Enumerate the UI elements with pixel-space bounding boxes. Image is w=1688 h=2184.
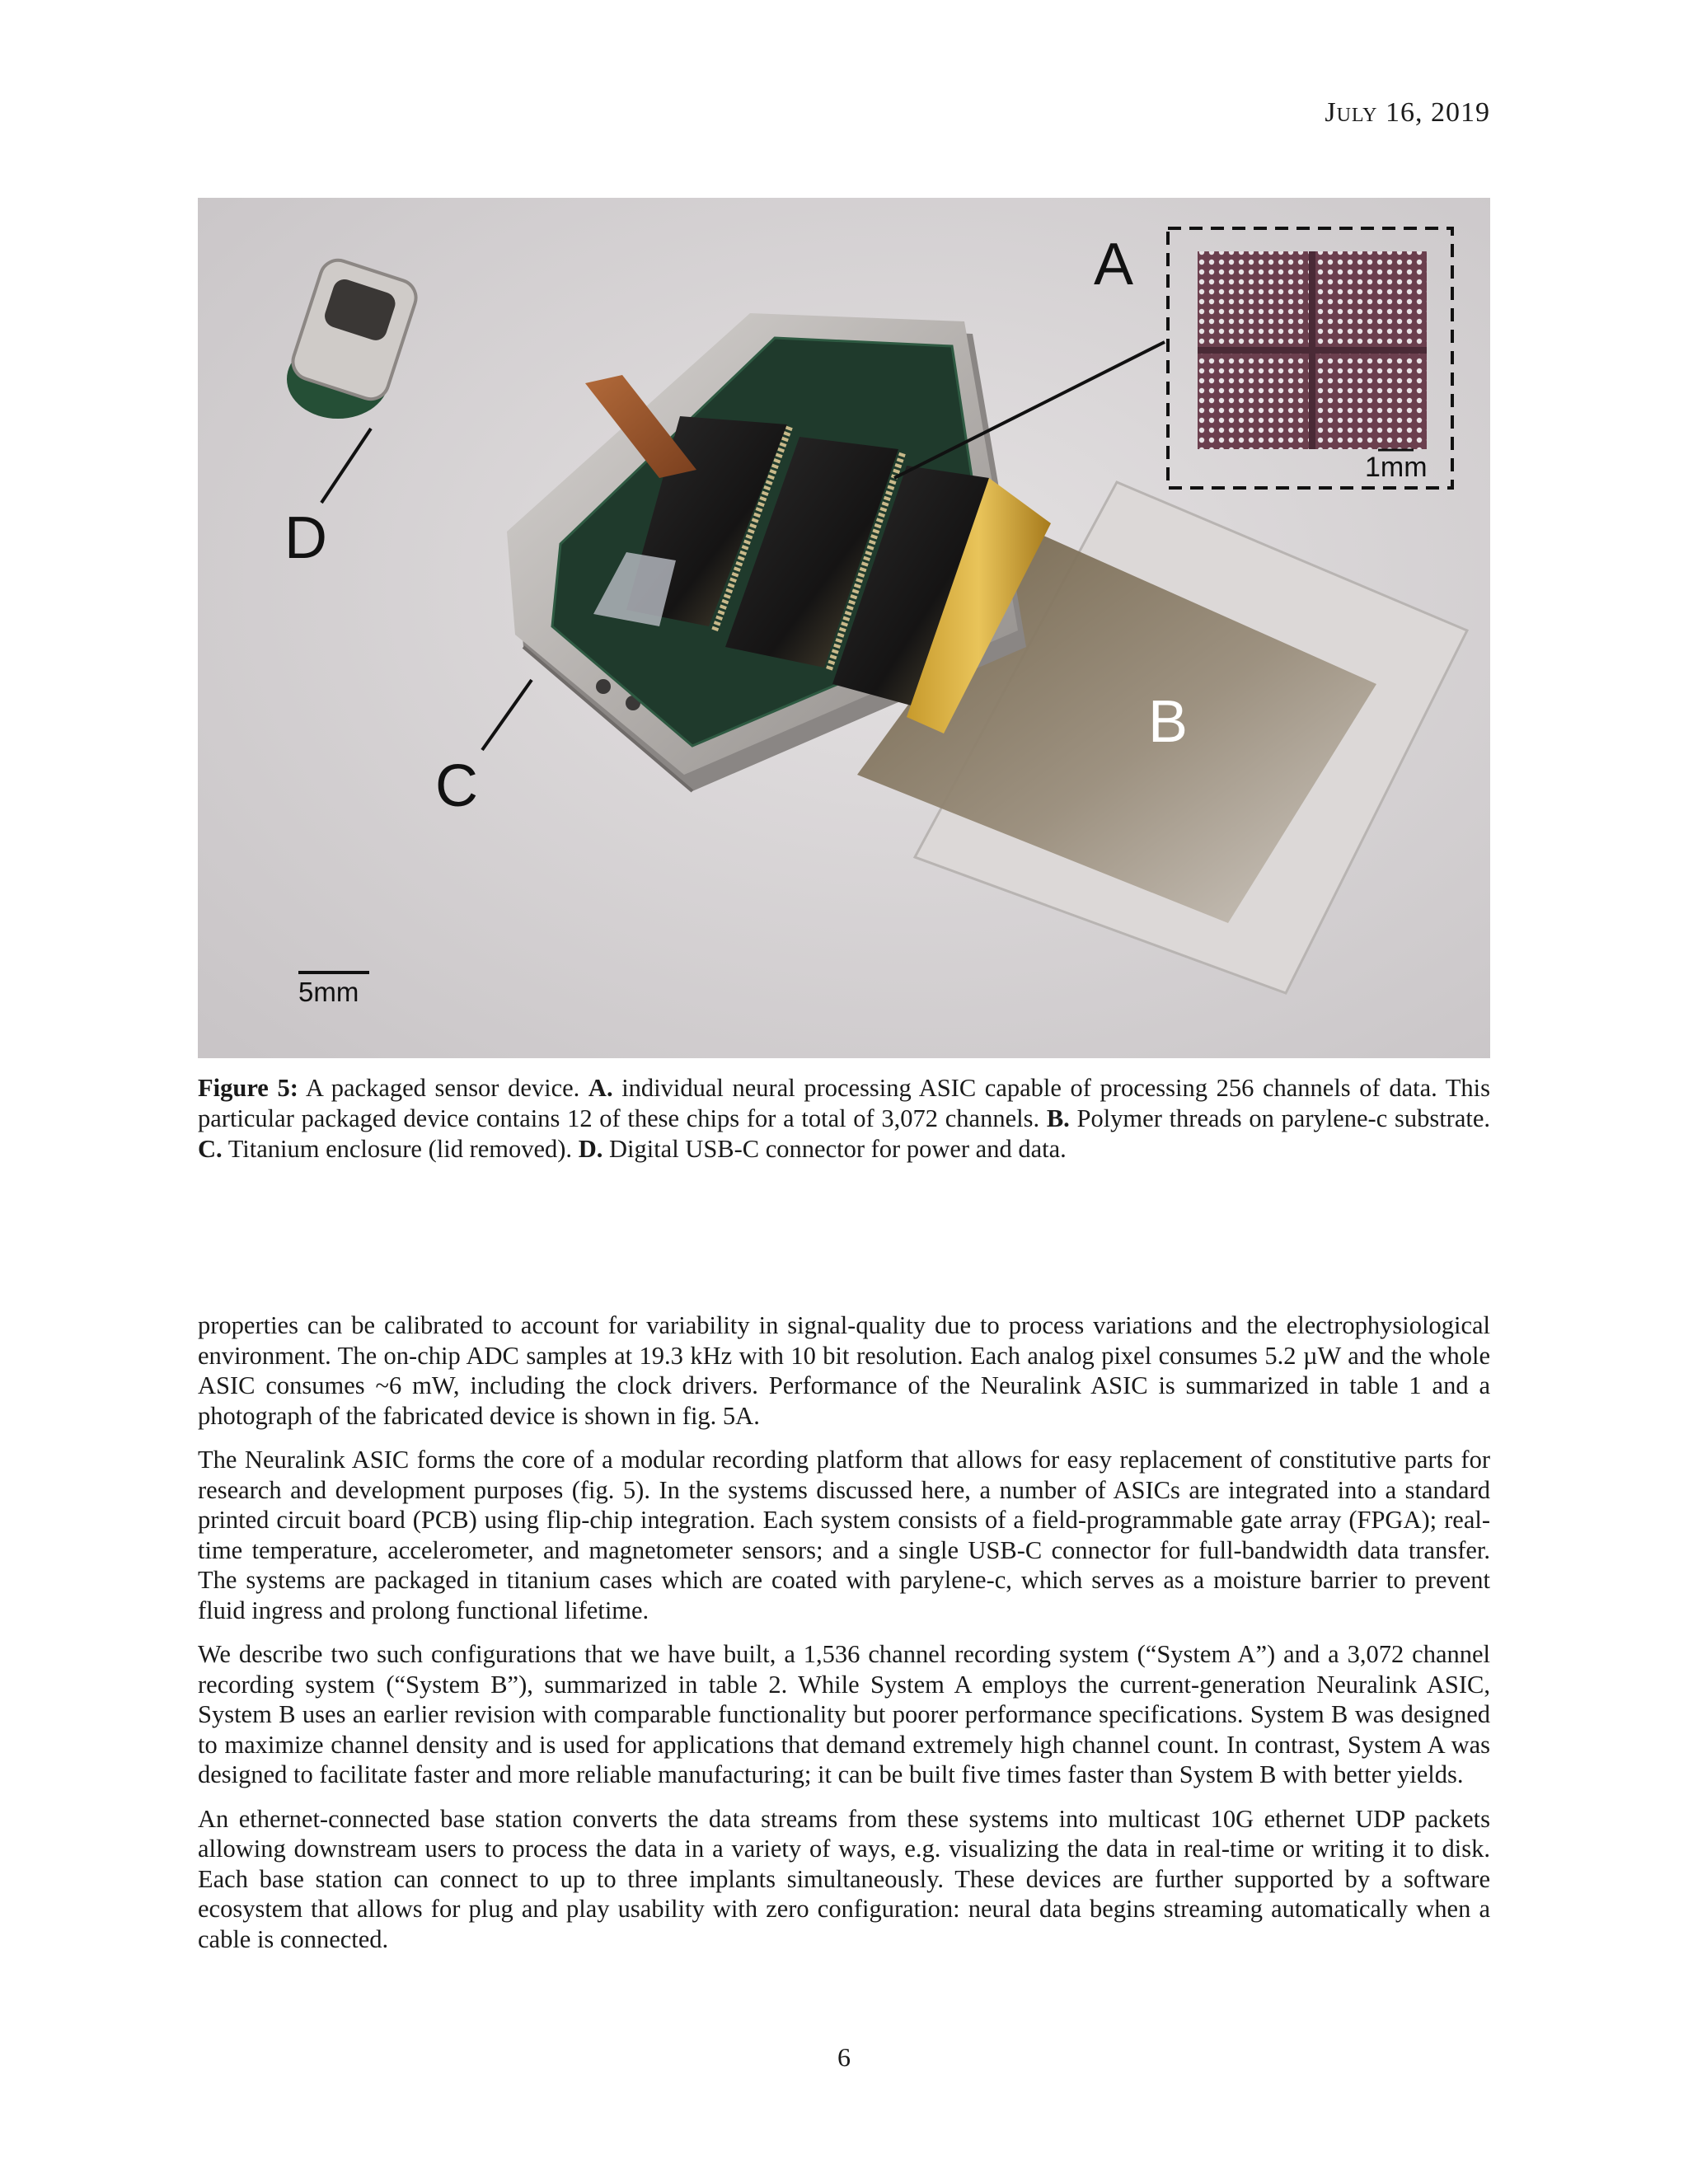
body-paragraph: An ethernet-connected base station converts the data streams from these systems into multicast 10G ethernet UDP packets allowing downstream users to process the data in a variety of ways, e.g. visualizing the data in real-time or writing it to disk. Each base station can connect to up to three implants simultaneously. These devices are further supported by a software ecosystem that allows for plug and play usability with zero configuration: neural data begins streaming automatically when a cable is connected. bbox=[198, 1804, 1490, 1953]
caption-c-label: C. bbox=[198, 1135, 223, 1163]
inset-scale-bar-label: 1mm bbox=[1365, 452, 1428, 483]
figure-label-c: C bbox=[435, 753, 478, 819]
caption-a-label: A. bbox=[588, 1074, 613, 1102]
body-paragraph: We describe two such configurations that we have built, a 1,536 channel recording system (“System A”) and a 3,072 channel recording system (“System B”), summarized in table 2. While System A employs the current-generation Neuralink ASIC, System B uses an earlier revision with comparable functionality but poorer performance specifications. System B was designed to maximize channel density and is used for applications that demand extremely high channel count. In contrast, System A was designed to facilitate faster and more reliable manufacturing; it can be built five times faster than System B with better yields. bbox=[198, 1640, 1490, 1788]
running-header-date: July 16, 2019 bbox=[1325, 97, 1490, 128]
body-text bbox=[198, 1310, 1490, 1968]
asic-inset bbox=[1168, 228, 1452, 488]
caption-a-text: individual neural processing ASIC capable of processing 256 channels of data. This particular packaged device contains 12 of these chips for a total of 3,072 channels. bbox=[198, 1074, 1491, 1132]
caption-d-label: D. bbox=[578, 1135, 603, 1163]
body-paragraph: The Neuralink ASIC forms the core of a modular recording platform that allows for easy replacement of constitutive parts for research and development purposes (fig. 5). In the systems discussed here, a number of ASICs are integrated into a standard printed circuit board (PCB) using flip-chip integration. Each system consists of a field-programmable gate array (FPGA); real-time temperature, accelerometer, and magnetometer sensors; and a single USB-C connector for full-bandwidth data transfer. The systems are packaged in titanium cases which are coated with parylene-c, which serves as a moisture barrier to prevent fluid ingress and prolong functional lifetime. bbox=[198, 1446, 1490, 1624]
caption-b-text: Polymer threads on parylene-c substrate. bbox=[1076, 1104, 1491, 1132]
figure-caption bbox=[198, 1073, 1490, 1165]
caption-intro: A packaged sensor device. bbox=[305, 1074, 580, 1102]
page-number: 6 bbox=[837, 2042, 851, 2072]
figure-label-d: D bbox=[284, 505, 327, 571]
body-paragraph: properties can be calibrated to account for variability in signal-quality due to process variations and the electrophysiological environment. The on-chip ADC samples at 19.3 kHz with 10 bit resolution. Each analog pixel consumes 5.2 µW and the whole ASIC consumes ~6 mW, including the clock drivers. Performance of the Neuralink ASIC is summarized in table 1 and a photograph of the fabricated device is shown in fig. 5A. bbox=[198, 1311, 1490, 1430]
caption-figure-label: Figure 5: bbox=[198, 1074, 298, 1102]
caption-c-text: Titanium enclosure (lid removed). bbox=[227, 1135, 573, 1163]
caption-b-label: B. bbox=[1046, 1104, 1070, 1132]
main-scale-bar-label: 5mm bbox=[298, 977, 359, 1007]
caption-d-text: Digital USB-C connector for power and data. bbox=[608, 1135, 1067, 1163]
figure-label-a: A bbox=[1094, 232, 1134, 298]
figure-label-b: B bbox=[1148, 689, 1189, 755]
figure-5-photo bbox=[198, 198, 1490, 1058]
device-photo-illustration bbox=[198, 198, 1490, 1058]
